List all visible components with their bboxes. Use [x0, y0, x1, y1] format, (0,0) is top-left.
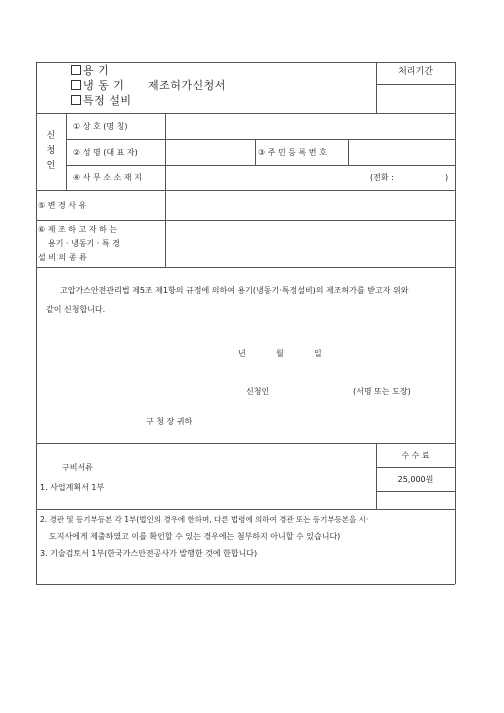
change-reason-field[interactable]	[168, 193, 452, 218]
divider	[36, 190, 455, 191]
divider	[348, 139, 349, 165]
divider	[36, 443, 455, 444]
applicant-side-label-1: 신	[46, 131, 56, 141]
divider	[376, 467, 455, 468]
applicant-side-label-3: 인	[46, 161, 56, 171]
representative-name-field[interactable]	[168, 142, 252, 163]
required-document-2-line2: 도지사에게 제출하였고 이를 확인할 수 있는 경우에는 첨부하지 아니할 수 있습니다)	[49, 532, 341, 541]
required-documents-header: 구비서류	[62, 463, 93, 472]
phone-close: )	[445, 173, 449, 182]
divider	[376, 491, 455, 492]
resident-number-field[interactable]	[351, 142, 452, 163]
fee-label: 수 수 료	[401, 451, 430, 460]
title-option-refrigerator	[71, 79, 124, 93]
applicant-sign-field[interactable]	[276, 384, 352, 398]
manufacture-type-label-line1: ⑥ 제 조 하 고 자 하 는	[38, 225, 118, 234]
title-option-container	[71, 64, 109, 78]
applicant-sign-label: 신청인	[246, 387, 270, 396]
processing-period-label: 처리기간	[398, 67, 433, 77]
office-address-label: ④ 사 무 소 소 재 지	[73, 173, 142, 182]
divider	[36, 509, 455, 510]
change-reason-label: ⑤ 변 경 사 유	[38, 201, 87, 210]
company-name-field[interactable]	[168, 116, 452, 137]
processing-divider	[376, 84, 455, 85]
title-option-special-equipment	[71, 94, 132, 108]
resident-number-label: ③ 주 민 등 록 번 호	[258, 148, 327, 157]
phone-label: (전화 :	[370, 173, 394, 182]
manufacture-type-label-line3: 설 비 의 종 류	[38, 253, 87, 262]
title-option-label: 냉 동 기	[83, 79, 125, 92]
divider	[255, 139, 256, 165]
special-equipment-checkbox[interactable]	[71, 95, 81, 105]
divider	[36, 267, 455, 268]
label-divider	[165, 190, 166, 267]
declaration-line-1: 고압가스안전관리법 제5조 제1항의 규정에 의하여 용기(냉동기·특정설비)의 제조허가를 받고자 위와	[60, 286, 409, 295]
refrigerator-checkbox[interactable]	[71, 80, 81, 90]
declaration-line-2: 같이 신청합니다.	[46, 305, 106, 314]
border-top	[36, 62, 455, 63]
form-title: 제조허가신청서	[148, 79, 226, 92]
date-day: 일	[314, 349, 322, 358]
sign-note: (서명 또는 도장)	[353, 387, 411, 396]
company-name-label: ① 상 호 (명 칭)	[73, 122, 128, 131]
label-divider	[165, 113, 166, 190]
title-option-label: 특정 설비	[83, 94, 132, 107]
date-year: 년	[238, 349, 246, 358]
applicant-divider	[66, 113, 67, 190]
required-document-2-line1: 2. 경관 및 등기부등본 각 1부(법인의 경우에 한하며, 다른 법령에 의하여 경관 또는 등기부등본을 시·	[40, 515, 369, 524]
representative-name-label: ② 성 명 (대 표 자)	[73, 148, 138, 157]
fee-amount: 25,000원	[397, 475, 434, 484]
required-document-1: 1. 사업계획서 1부	[40, 483, 105, 492]
title-option-label: 용 기	[83, 64, 110, 77]
container-checkbox[interactable]	[71, 65, 81, 75]
border-bottom	[36, 584, 455, 585]
addressee: 구 청 장 귀하	[146, 417, 193, 426]
border-right	[455, 62, 456, 584]
applicant-side-label-2: 청	[46, 146, 56, 156]
divider	[36, 113, 455, 114]
required-document-3: 3. 기술검토서 1부(한국가스안전공사가 발행한 것에 한합니다)	[40, 549, 258, 558]
manufacture-type-label-line2: 용기 · 냉동기 · 특 경	[48, 239, 120, 248]
manufacture-type-field[interactable]	[168, 223, 452, 264]
date-month: 월	[276, 349, 284, 358]
divider	[66, 139, 455, 140]
office-address-field[interactable]	[168, 168, 368, 188]
divider	[36, 220, 455, 221]
divider	[66, 165, 455, 166]
